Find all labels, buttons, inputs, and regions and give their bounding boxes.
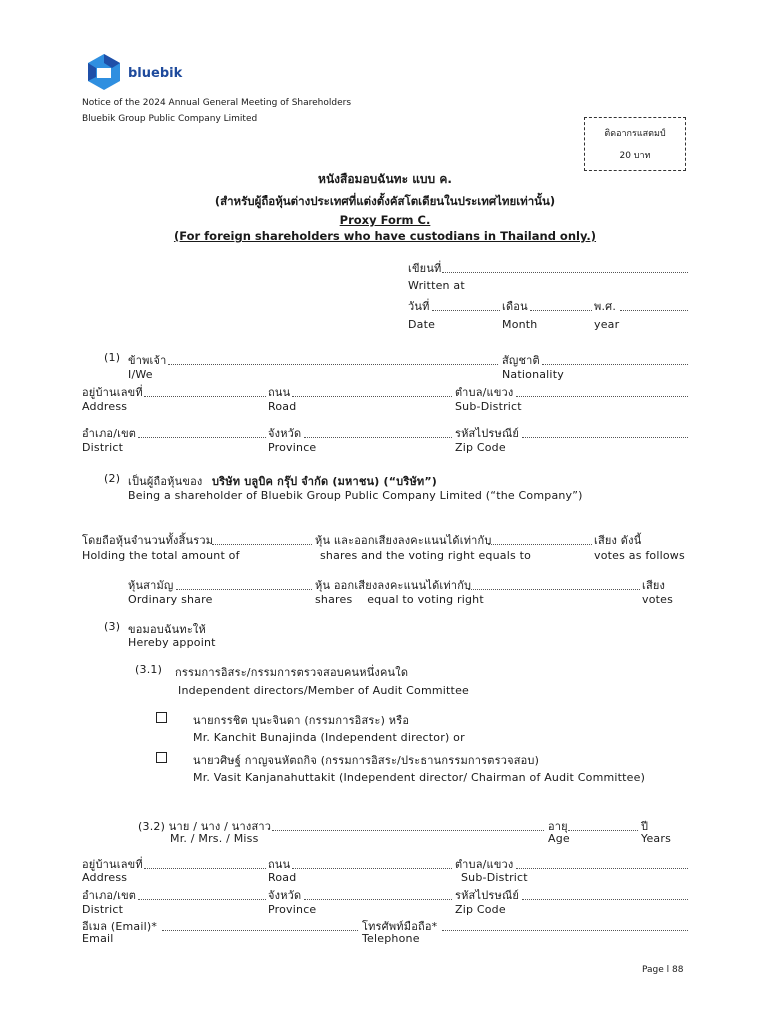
- telephone-label-th: โทรศัพท์มือถือ*: [362, 920, 438, 933]
- proxy-name-label-th: (3.2) นาย / นาง / นางสาว: [138, 820, 272, 833]
- subdistrict-label-th: ตำบล/แขวง: [455, 386, 514, 399]
- email-field[interactable]: [162, 930, 358, 931]
- date-label-en: Date: [408, 318, 436, 331]
- proxy-road-label-th: ถนน: [268, 858, 291, 871]
- email-label-en: Email: [82, 932, 114, 945]
- stamp-box: [584, 117, 686, 171]
- stamp-amount: 20 บาท: [619, 151, 651, 161]
- section-3-number: (3): [104, 620, 121, 633]
- appoint-label-th: ขอมอบฉันทะให้: [128, 623, 206, 636]
- proxy-subdistrict-label-en: Sub-District: [461, 871, 528, 884]
- shareholder-label-en: Being a shareholder of Bluebik Group Public Company Limited (“the Company”): [128, 489, 583, 502]
- proxy-province-label-th: จังหวัด: [268, 889, 302, 902]
- address-field[interactable]: [144, 396, 266, 397]
- ordinary-share-label-en: Ordinary share: [128, 593, 213, 606]
- month-label-en: Month: [502, 318, 538, 331]
- year-field[interactable]: [620, 310, 688, 311]
- district-field[interactable]: [138, 437, 266, 438]
- district-label-th: อำเภอ/เขต: [82, 427, 137, 440]
- logo-text: bluebik: [128, 66, 183, 81]
- proxy-address-label-th: อยู่บ้านเลขที่: [82, 858, 143, 871]
- shares-label-en: shares and the voting right equals to: [320, 549, 532, 562]
- address-label-th: อยู่บ้านเลขที่: [82, 386, 143, 399]
- telephone-field[interactable]: [442, 930, 688, 931]
- company-name-th: บริษัท บลูบิค กรุ๊ป จำกัด (มหาชน) (“บริษัท”): [212, 475, 438, 488]
- proxy-zipcode-label-th: รหัสไปรษณีย์: [455, 889, 519, 902]
- bluebik-logo-icon: [84, 52, 124, 92]
- nationality-label-th: สัญชาติ: [502, 354, 540, 367]
- iwe-label-th: ข้าพเจ้า: [128, 354, 167, 367]
- section-2-number: (2): [104, 472, 121, 485]
- independent-directors-en: Independent directors/Member of Audit Committee: [178, 684, 470, 697]
- ordinary-votes-field[interactable]: [468, 589, 640, 590]
- option-kanchit-checkbox[interactable]: [156, 712, 167, 723]
- total-shares-field[interactable]: [212, 544, 312, 545]
- shareholder-label-th: เป็นผู้ถือหุ้นของ: [128, 475, 203, 488]
- name-field[interactable]: [168, 364, 498, 365]
- nationality-field[interactable]: [542, 364, 688, 365]
- option-kanchit-en: Mr. Kanchit Bunajinda (Independent director) or: [193, 731, 465, 744]
- written-at-label-th: เขียนที่: [408, 262, 442, 275]
- subdistrict-label-en: Sub-District: [455, 400, 522, 413]
- holding-label-th: โดยถือหุ้นจำนวนทั้งสิ้นรวม: [82, 534, 214, 547]
- road-label-th: ถนน: [268, 386, 291, 399]
- holding-label-en: Holding the total amount of: [82, 549, 240, 562]
- proxy-district-label-en: District: [82, 903, 124, 916]
- nationality-label-en: Nationality: [502, 368, 564, 381]
- proxy-subdistrict-field[interactable]: [516, 868, 688, 869]
- proxy-address-label-en: Address: [82, 871, 128, 884]
- proxy-province-field[interactable]: [304, 899, 452, 900]
- address-label-en: Address: [82, 400, 128, 413]
- date-field[interactable]: [432, 310, 500, 311]
- road-field[interactable]: [292, 396, 452, 397]
- written-at-field[interactable]: [442, 272, 688, 273]
- section-3-1-number: (3.1): [135, 663, 163, 676]
- ordinary-shares-label-en: shares equal to voting right: [315, 593, 484, 606]
- page-number: Page l 88: [642, 965, 684, 975]
- proxy-district-field[interactable]: [138, 899, 266, 900]
- total-votes-field[interactable]: [488, 544, 592, 545]
- votes-label-th: เสียง ดังนี้: [594, 534, 642, 547]
- telephone-label-en: Telephone: [362, 932, 420, 945]
- notice-company: Bluebik Group Public Company Limited: [82, 114, 258, 124]
- proxy-zipcode-label-en: Zip Code: [455, 903, 506, 916]
- zipcode-label-th: รหัสไปรษณีย์: [455, 427, 519, 440]
- email-label-th: อีเมล (Email)*: [82, 920, 158, 933]
- shares-label-th: หุ้น และออกเสียงลงคะแนนได้เท่ากับ: [315, 534, 492, 547]
- age-label-th: อายุ: [548, 820, 568, 833]
- title-thai: หนังสือมอบฉันทะ แบบ ค.: [318, 172, 452, 186]
- year-label-th: พ.ศ.: [594, 300, 617, 313]
- ordinary-shares-field[interactable]: [176, 589, 312, 590]
- road-label-en: Road: [268, 400, 297, 413]
- stamp-text: ติดอากรแสตมป์: [604, 129, 666, 139]
- proxy-province-label-en: Province: [268, 903, 317, 916]
- month-field[interactable]: [530, 310, 592, 311]
- proxy-zipcode-field[interactable]: [522, 899, 688, 900]
- zipcode-label-en: Zip Code: [455, 441, 506, 454]
- proxy-address-field[interactable]: [144, 868, 266, 869]
- ordinary-votes-label-en: votes: [642, 593, 674, 606]
- notice-title: Notice of the 2024 Annual General Meeting of Shareholders: [82, 98, 352, 108]
- proxy-road-label-en: Road: [268, 871, 297, 884]
- age-label-en: Age: [548, 832, 570, 845]
- province-label-th: จังหวัด: [268, 427, 302, 440]
- title-english: Proxy Form C.: [339, 213, 431, 227]
- zipcode-field[interactable]: [522, 437, 688, 438]
- proxy-subdistrict-label-th: ตำบล/แขวง: [455, 858, 514, 871]
- title-thai-sub: (สำหรับผู้ถือหุ้นต่างประเทศที่แต่งตั้งคัสโตเดียนในประเทศไทยเท่านั้น): [214, 194, 556, 208]
- district-label-en: District: [82, 441, 124, 454]
- date-label-th: วันที่: [408, 300, 430, 313]
- ordinary-shares-label-th: หุ้น ออกเสียงลงคะแนนได้เท่ากับ: [315, 579, 472, 592]
- iwe-label-en: I/We: [128, 368, 153, 381]
- years-label-en: Years: [641, 832, 672, 845]
- option-kanchit-th: นายกรรชิต บุนะจินดา (กรรมการอิสระ) หรือ: [193, 714, 410, 727]
- proxy-road-field[interactable]: [292, 868, 452, 869]
- written-at-label-en: Written at: [408, 279, 465, 292]
- month-label-th: เดือน: [502, 300, 528, 313]
- company-logo: [84, 52, 204, 92]
- option-vasit-checkbox[interactable]: [156, 752, 167, 763]
- ordinary-share-label-th: หุ้นสามัญ: [128, 579, 174, 592]
- option-vasit-th: นายวศิษฐ์ กาญจนหัตถกิจ (กรรมการอิสระ/ประธานกรรมการตรวจสอบ): [193, 754, 540, 767]
- years-label-th: ปี: [641, 820, 649, 833]
- votes-label-en: votes as follows: [594, 549, 685, 562]
- province-field[interactable]: [304, 437, 452, 438]
- section-1-number: (1): [104, 351, 121, 364]
- title-english-sub: (For foreign shareholders who have custodians in Thailand only.): [173, 229, 597, 243]
- province-label-en: Province: [268, 441, 317, 454]
- proxy-name-field[interactable]: [272, 830, 544, 831]
- ordinary-votes-label-th: เสียง: [642, 579, 666, 592]
- option-vasit-en: Mr. Vasit Kanjanahuttakit (Independent director/ Chairman of Audit Committee): [193, 771, 646, 784]
- proxy-district-label-th: อำเภอ/เขต: [82, 889, 137, 902]
- appoint-label-en: Hereby appoint: [128, 636, 216, 649]
- age-field[interactable]: [568, 830, 638, 831]
- subdistrict-field[interactable]: [516, 396, 688, 397]
- independent-directors-th: กรรมการอิสระ/กรรมการตรวจสอบคนหนึ่งคนใด: [175, 666, 409, 679]
- proxy-name-label-en: Mr. / Mrs. / Miss: [170, 832, 259, 845]
- year-label-en: year: [594, 318, 620, 331]
